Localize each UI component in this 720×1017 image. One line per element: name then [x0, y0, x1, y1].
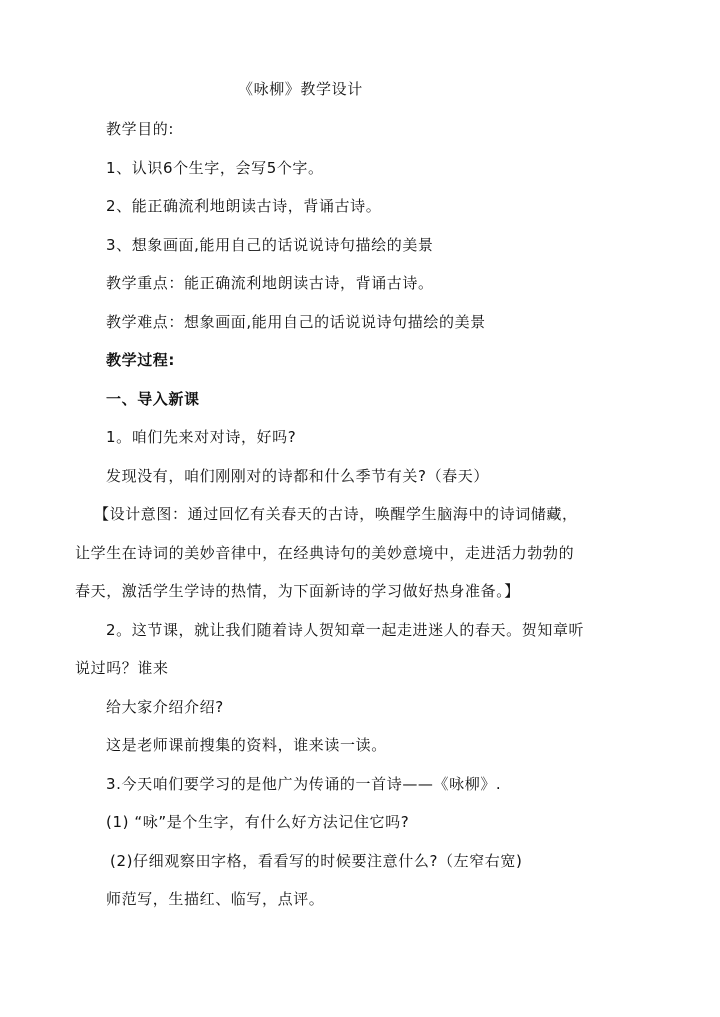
teaching-objectives-heading: 教学目的:: [106, 120, 175, 138]
paragraph-4: 给大家介绍介绍?: [106, 698, 224, 716]
paragraph-8: (2)仔细观察田字格，看看写的时候要注意什么?（左窄右宽): [110, 852, 523, 870]
teaching-focus: 教学重点：能正确流利地朗读古诗，背诵古诗。: [106, 274, 434, 292]
objective-1: 1、认识6个生字，会写5个字。: [106, 159, 324, 177]
objective-3: 3、想象画面,能用自己的话说说诗句描绘的美景: [106, 236, 434, 254]
paragraph-5: 这是老师课前搜集的资料，谁来读一读。: [106, 736, 387, 754]
paragraph-3-line-1: 2。这节课，就让我们随着诗人贺知章一起走进迷人的春天。贺知章听: [106, 621, 585, 639]
design-intent-line-2: 让学生在诗词的美妙音律中，在经典诗句的美妙意境中，走进活力勃勃的: [75, 544, 575, 562]
objective-2: 2、能正确流利地朗读古诗，背诵古诗。: [106, 197, 382, 215]
document-title: 《咏柳》教学设计: [238, 80, 363, 98]
paragraph-2: 发现没有，咱们刚刚对的诗都和什么季节有关?（春天）: [106, 467, 489, 485]
paragraph-3-line-2: 说过吗？谁来: [75, 659, 169, 677]
design-intent-line-3: 春天，激活学生学诗的热情，为下面新诗的学习做好热身准备。】: [75, 582, 520, 600]
paragraph-7: (1) “咏”是个生字，有什么好方法记住它吗?: [106, 813, 410, 831]
paragraph-6: 3.今天咱们要学习的是他广为传诵的一首诗——《咏柳》.: [106, 775, 502, 793]
design-intent-line-1: 【设计意图：通过回忆有关春天的古诗，唤醒学生脑海中的诗词储藏，: [94, 505, 578, 523]
paragraph-9: 师范写，生描红、临写，点评。: [106, 890, 325, 908]
teaching-process-heading: 教学过程:: [106, 351, 175, 369]
section-heading-intro: 一、导入新课: [106, 390, 200, 408]
teaching-difficulty: 教学难点：想象画面,能用自己的话说说诗句描绘的美景: [106, 313, 486, 331]
paragraph-1: 1。咱们先来对对诗，好吗?: [106, 428, 297, 446]
